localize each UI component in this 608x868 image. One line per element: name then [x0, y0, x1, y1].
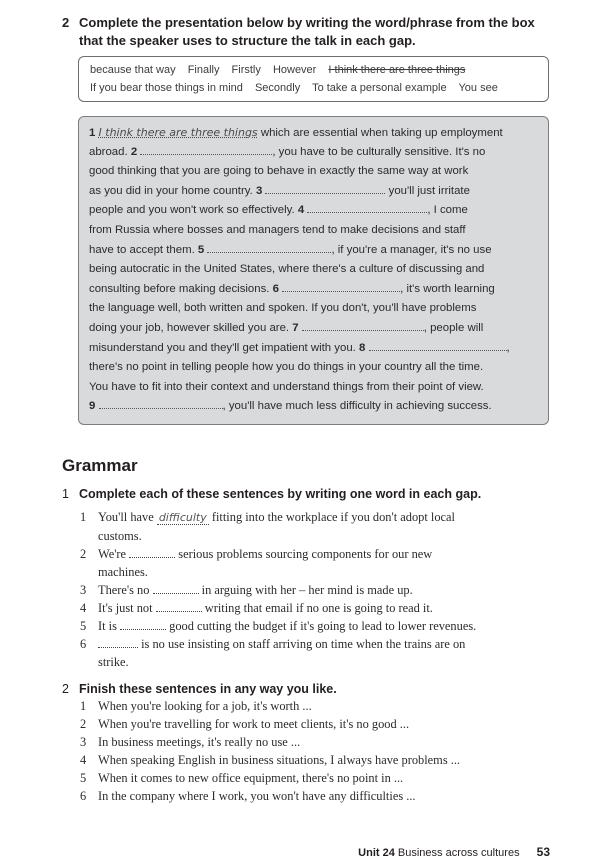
text-fragment: , you'll have much less difficulty in achieving success.	[222, 400, 492, 413]
text-line	[89, 280, 541, 300]
word-box	[78, 56, 549, 102]
item-text: When speaking English in business situations, I always have problems ...	[98, 753, 461, 767]
item-number: 5	[80, 771, 87, 785]
box-phrase: because that way	[90, 64, 176, 76]
text-fragment: consulting before making decisions.	[89, 282, 273, 295]
item-text: When you're looking for a job, it's worth ...	[98, 699, 312, 713]
item-number: 1	[80, 510, 87, 524]
answer-gap[interactable]	[98, 637, 138, 648]
text-fragment: , if you're a manager, it's no use	[331, 243, 492, 256]
box-phrase: Finally	[187, 64, 220, 76]
page-number: 53	[536, 845, 550, 859]
exercise-number: 2	[62, 15, 70, 30]
text-fragment: We're	[98, 547, 130, 561]
text-fragment: ,	[506, 341, 510, 354]
list-item	[80, 635, 550, 671]
gap-number: 6	[272, 282, 279, 295]
text-fragment: , it's worth learning	[400, 282, 495, 295]
text-fragment: misunderstand you and they'll get impatient with you.	[89, 341, 360, 354]
list-item	[80, 581, 550, 599]
presentation-text-panel	[78, 116, 549, 425]
gap-number: 9	[89, 400, 96, 413]
grammar-heading: Grammar	[62, 456, 138, 475]
item-number: 1	[80, 699, 87, 713]
text-fragment: doing your job, however skilled you are.	[89, 321, 293, 334]
item-text: In the company where I work, you won't have any difficulties ...	[98, 789, 416, 803]
box-phrase: You see	[458, 82, 498, 94]
item-text: When it comes to new office equipment, there's no point in ...	[98, 771, 404, 785]
gap-number: 4	[297, 204, 305, 217]
list-item	[80, 733, 550, 751]
list-item	[80, 545, 550, 581]
text-fragment: writing that email if no one is going to read it.	[201, 601, 433, 615]
list-item	[80, 508, 550, 545]
text-fragment: , people will	[423, 321, 484, 334]
item-number: 4	[80, 601, 87, 615]
item-number: 6	[80, 637, 87, 651]
unit-title: Business across cultures	[397, 847, 520, 859]
answer-gap[interactable]	[156, 601, 202, 612]
text-line	[89, 319, 541, 339]
item-text: In business meetings, it's really no use ...	[98, 735, 301, 749]
answer-gap-5[interactable]	[207, 243, 331, 253]
text-fragment: people and you won't work so effectively.	[89, 204, 298, 217]
list-item	[80, 617, 550, 635]
text-line: from Russia where bosses and managers tend to make decisions and staff	[89, 223, 466, 236]
page-footer	[358, 845, 550, 859]
text-fragment: It's just not	[98, 601, 156, 615]
text-line	[89, 182, 541, 202]
answer-gap-2[interactable]	[140, 145, 272, 155]
exercise-instruction: Finish these sentences in any way you like.	[79, 682, 337, 696]
answer-gap-6[interactable]	[282, 282, 400, 292]
text-fragment: fitting into the workplace if you don't adopt local	[208, 510, 455, 524]
answer-gap-4[interactable]	[307, 203, 427, 213]
exercise-number: 1	[62, 487, 69, 501]
text-fragment: serious problems sourcing components for our new	[175, 547, 433, 561]
item-number: 2	[80, 547, 87, 561]
gap-number: 5	[197, 243, 205, 256]
answer-gap-8[interactable]	[369, 341, 507, 351]
answer-gap[interactable]	[129, 547, 175, 558]
item-number: 5	[80, 619, 87, 633]
answer-gap[interactable]	[120, 619, 166, 630]
text-line	[89, 123, 541, 143]
text-fragment: which are essential when taking up employment	[257, 127, 503, 139]
list-item	[80, 751, 550, 769]
text-line: good thinking that you are going to behave in exactly the same way at work	[89, 165, 469, 178]
text-line	[89, 143, 541, 163]
box-phrase: However	[272, 64, 317, 76]
text-line	[89, 201, 541, 221]
text-fragment: strike.	[98, 655, 129, 669]
box-phrase: To take a personal example	[312, 82, 447, 94]
text-line: the language well, both written and spoken. If you don't, you'll have problems	[89, 302, 477, 315]
answer-gap-9[interactable]	[99, 399, 223, 409]
answer-gap-3[interactable]	[265, 184, 385, 194]
list-item	[80, 697, 550, 715]
text-fragment: There's no	[98, 583, 153, 597]
item-number: 4	[80, 753, 87, 767]
text-fragment: , I come	[427, 204, 468, 217]
text-line	[89, 241, 541, 261]
gap-number: 2	[130, 145, 138, 158]
text-fragment: good cutting the budget if it's going to lead to lower revenues.	[166, 619, 477, 633]
example-answer: I think there are three things	[98, 126, 258, 139]
text-fragment: machines.	[98, 565, 148, 579]
text-line: You have to fit into their context and understand things from their point of view.	[89, 380, 484, 393]
text-line	[89, 339, 541, 359]
gap-number: 8	[359, 341, 366, 354]
text-fragment: you'll just irritate	[385, 184, 470, 197]
gap-number: 1	[89, 127, 96, 139]
gap-number: 3	[255, 184, 263, 197]
word-box-row-1	[90, 64, 474, 76]
text-line: being autocratic in the United States, where there's a culture of discussing and	[89, 263, 485, 276]
item-number: 3	[80, 583, 87, 597]
answer-gap[interactable]	[153, 583, 199, 594]
text-fragment: , you have to be culturally sensitive. It's no	[272, 145, 486, 158]
example-answer: difficulty	[158, 511, 207, 524]
grammar-exercise-2-items	[80, 697, 550, 805]
text-fragment: customs.	[98, 529, 142, 543]
item-text: When you're travelling for work to meet clients, it's no good ...	[98, 717, 410, 731]
unit-label: Unit 24	[358, 847, 395, 859]
exercise-number: 2	[62, 682, 69, 696]
text-line: there's no point in telling people how you do things in your country all the time.	[89, 361, 484, 374]
text-fragment: You'll have	[98, 510, 157, 524]
list-item	[80, 787, 550, 805]
text-fragment: have to accept them.	[89, 243, 198, 256]
box-phrase-used: I think there are three things	[328, 64, 466, 76]
list-item	[80, 769, 550, 787]
item-number: 3	[80, 735, 87, 749]
answer-gap-7[interactable]	[302, 321, 424, 331]
gap-number: 7	[292, 321, 299, 334]
box-phrase: Secondly	[254, 82, 301, 94]
exercise-instruction: Complete the presentation below by writing the word/phrase from the box that the speaker uses to structure the talk in each gap.	[79, 15, 535, 48]
list-item	[80, 715, 550, 733]
text-fragment: It is	[98, 619, 121, 633]
box-phrase: Firstly	[231, 64, 261, 76]
grammar-exercise-1-items	[80, 508, 550, 671]
text-fragment: in arguing with her – her mind is made up.	[198, 583, 413, 597]
text-fragment: is no use insisting on staff arriving on time when the trains are on	[138, 637, 466, 651]
exercise-instruction: Complete each of these sentences by writing one word in each gap.	[79, 487, 482, 501]
list-item	[80, 599, 550, 617]
box-phrase: If you bear those things in mind	[90, 82, 243, 94]
text-line	[89, 397, 541, 417]
item-number: 2	[80, 717, 87, 731]
item-number: 6	[80, 789, 87, 803]
text-fragment: abroad.	[89, 145, 131, 158]
presentation-text	[89, 123, 541, 417]
text-fragment: as you did in your home country.	[89, 184, 256, 197]
word-box-row-2	[90, 82, 507, 94]
